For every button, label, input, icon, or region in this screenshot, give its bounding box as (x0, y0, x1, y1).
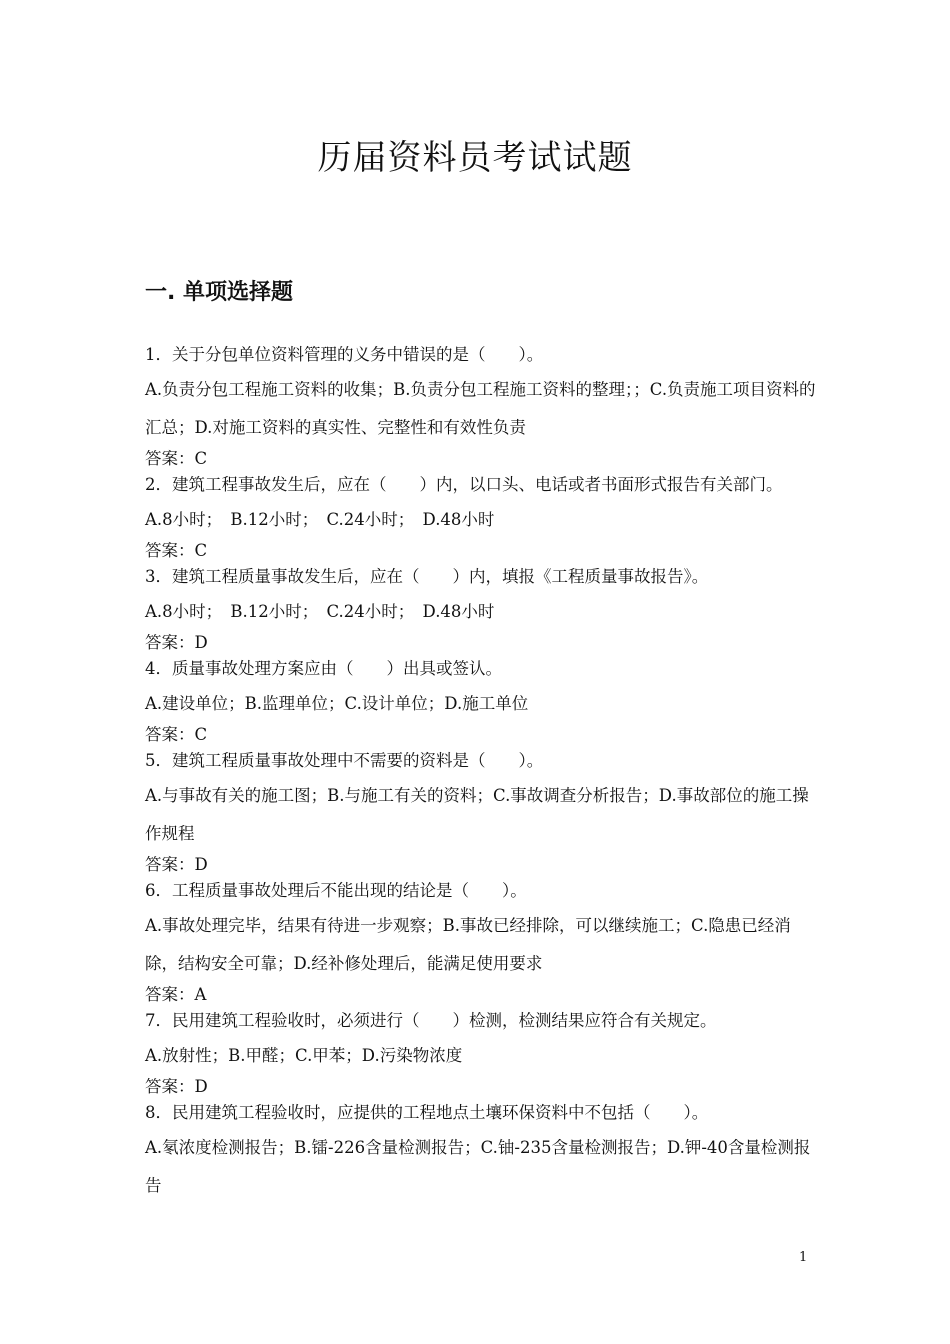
question-item (145, 471, 817, 563)
question-stem: 2．建筑工程事故发生后，应在（ ）内，以口头、电话或者书面形式报告有关部门。 (145, 475, 783, 494)
question-options: A.8小时； B.12小时； C.24小时； D.48小时 (145, 602, 495, 621)
question-options: A.负责分包工程施工资料的收集；B.负责分包工程施工资料的整理；；C.负责施工项目资料的汇总；D.对施工资料的真实性、完整性和有效性负责 (145, 380, 816, 437)
question-stem: 8．民用建筑工程验收时，应提供的工程地点土壤环保资料中不包括（ ）。 (145, 1103, 709, 1122)
question-answer: 答案：C (145, 541, 208, 560)
question-item (145, 747, 817, 877)
question-options: A.氡浓度检测报告；B.镭-226含量检测报告；C.铀-235含量检测报告；D.钾-40含量检测报告 (145, 1138, 811, 1195)
question-options: A.事故处理完毕，结果有待进一步观察；B.事故已经排除，可以继续施工；C.隐患已经消除，结构安全可靠；D.经补修处理后，能满足使用要求 (145, 916, 791, 973)
page-number: 1 (799, 1250, 808, 1265)
section-heading: 一. 单项选择题 (145, 280, 294, 305)
document-title: 历届资料员考试试题 (317, 138, 633, 178)
question-answer: 答案：D (145, 633, 208, 652)
question-stem: 4．质量事故处理方案应由（ ）出具或签认。 (145, 659, 502, 678)
question-options: A.放射性；B.甲醛；C.甲苯；D.污染物浓度 (145, 1046, 463, 1065)
question-options: A.与事故有关的施工图；B.与施工有关的资料；C.事故调查分析报告；D.事故部位的施工操作规程 (145, 786, 809, 843)
question-stem: 1．关于分包单位资料管理的义务中错误的是（ ）。 (145, 345, 544, 364)
question-item (145, 877, 817, 1007)
question-options: A.建设单位；B.监理单位；C.设计单位；D.施工单位 (145, 694, 529, 713)
question-answer: 答案：C (145, 725, 208, 744)
question-options: A.8小时； B.12小时； C.24小时； D.48小时 (145, 510, 495, 529)
question-answer: 答案：D (145, 1077, 208, 1096)
question-item (145, 341, 817, 471)
question-stem: 6．工程质量事故处理后不能出现的结论是（ ）。 (145, 881, 527, 900)
question-stem: 3．建筑工程质量事故发生后，应在（ ）内，填报《工程质量事故报告》。 (145, 567, 709, 586)
question-item (145, 1007, 817, 1099)
question-stem: 5．建筑工程质量事故处理中不需要的资料是（ ）。 (145, 751, 544, 770)
question-list (145, 341, 817, 1205)
question-answer: 答案：C (145, 449, 208, 468)
question-answer: 答案：A (145, 985, 207, 1004)
question-item (145, 563, 817, 655)
question-item (145, 655, 817, 747)
question-stem: 7．民用建筑工程验收时，必须进行（ ）检测，检测结果应符合有关规定。 (145, 1011, 717, 1030)
question-item (145, 1099, 817, 1205)
question-answer: 答案：D (145, 855, 208, 874)
